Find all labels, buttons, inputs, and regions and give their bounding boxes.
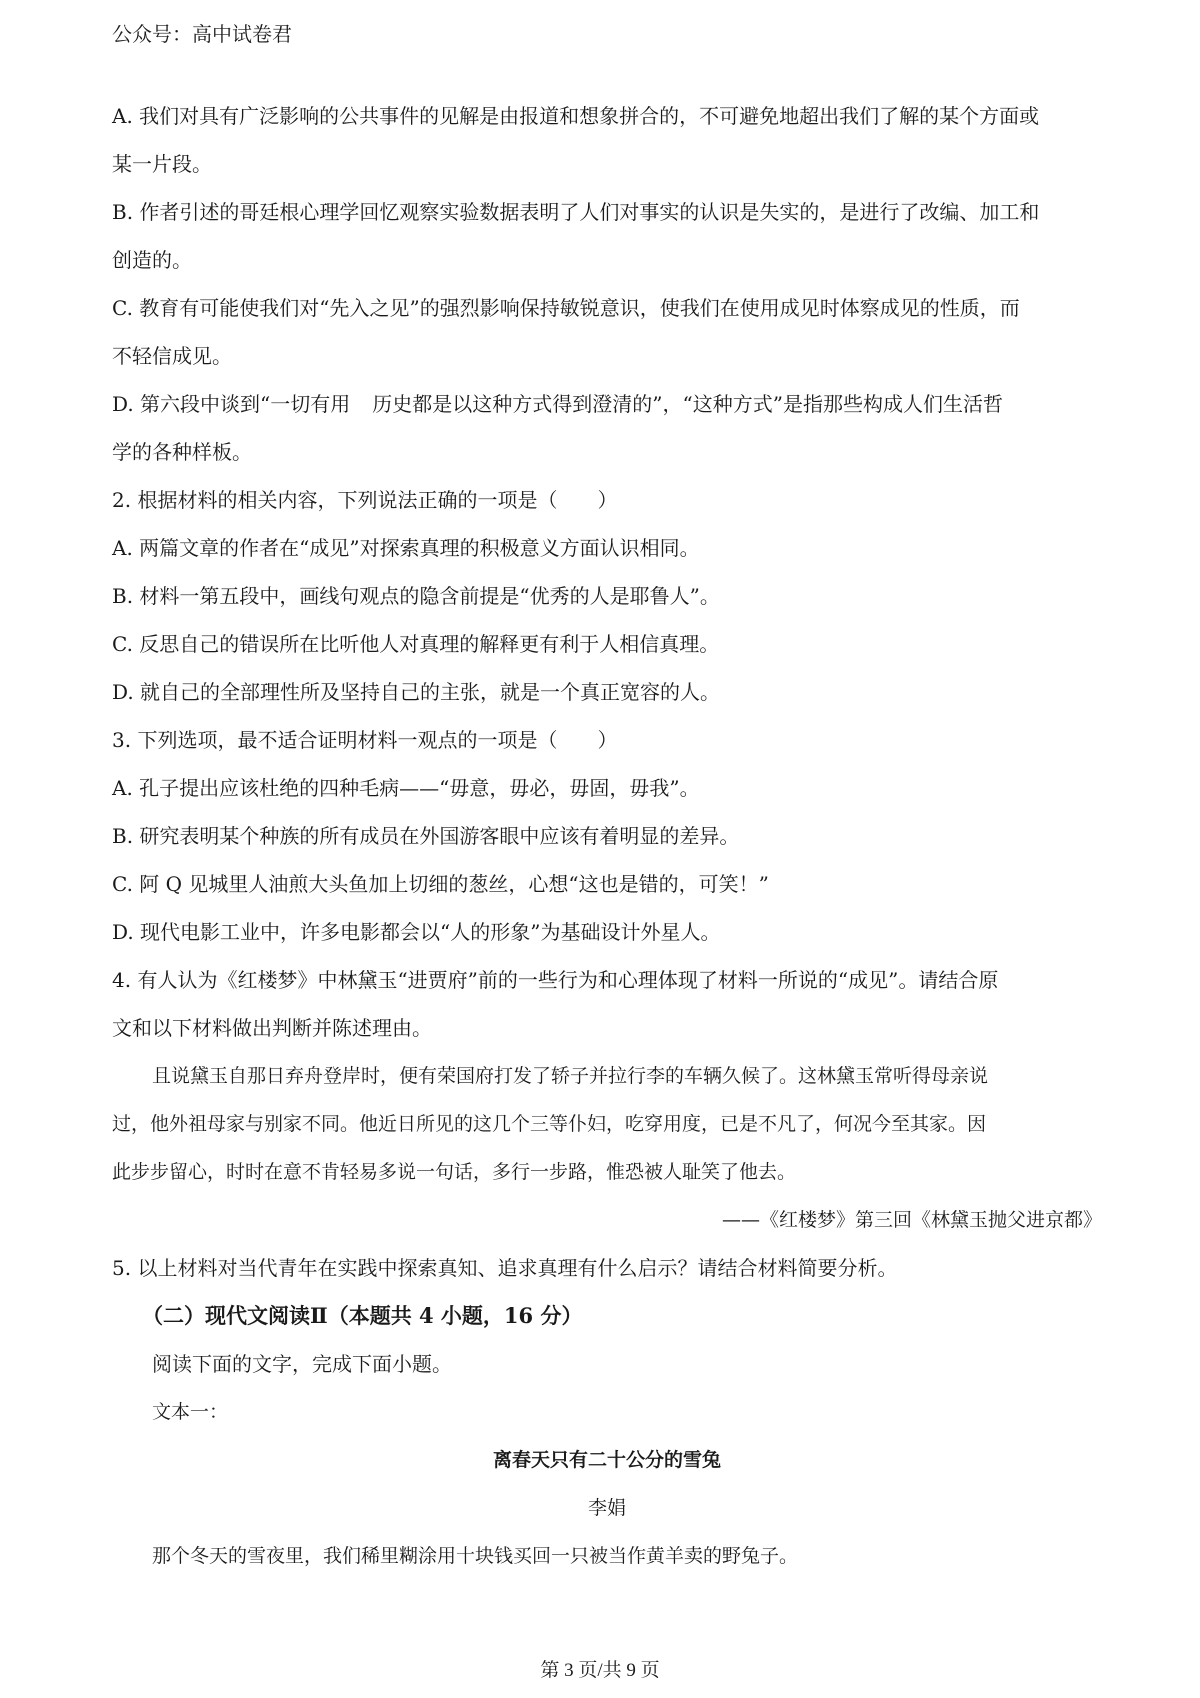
q1-option-d-line1	[112, 380, 1102, 428]
q2-option-b: B. 材料一第五段中，画线句观点的隐含前提是“优秀的人是耶鲁人”。	[112, 584, 720, 608]
q2-option-d: D. 就自己的全部理性所及坚持自己的主张，就是一个真正宽容的人。	[112, 680, 721, 704]
q2-option-a: A. 两篇文章的作者在“成见”对探索真理的积极意义方面认识相同。	[112, 536, 700, 560]
text-label: 文本一：	[152, 1401, 229, 1423]
section-instruction: 阅读下面的文字，完成下面小题。	[152, 1352, 452, 1376]
q1-option-a-line1: A. 我们对具有广泛影响的公共事件的见解是由报道和想象拼合的，不可避免地超出我们了解的某个方面或	[112, 104, 1040, 128]
q4-excerpt-line3: 此步步留心，时时在意不肯轻易多说一句话，多行一步路，惟恐被人耻笑了他去。	[112, 1161, 797, 1183]
q1-option-c-line2: 不轻信成见。	[112, 344, 232, 368]
q1-option-b-line1: B. 作者引述的哥廷根心理学回忆观察实验数据表明了人们对事实的认识是失实的，是进行了改编、加工和	[112, 200, 1040, 224]
page-content	[112, 92, 1102, 1580]
q2-option-c: C. 反思自己的错误所在比听他人对真理的解释更有利于人相信真理。	[112, 632, 720, 656]
q4-stem-line2: 文和以下材料做出判断并陈述理由。	[112, 1016, 432, 1040]
q3-option-b: B. 研究表明某个种族的所有成员在外国游客眼中应该有着明显的差异。	[112, 824, 740, 848]
article-author: 李娟	[587, 1497, 626, 1519]
article-first-line: 那个冬天的雪夜里，我们稀里糊涂用十块钱买回一只被当作黄羊卖的野兔子。	[152, 1545, 799, 1567]
page-header: 公众号：高中试卷君	[112, 22, 292, 46]
q2-stem: 2. 根据材料的相关内容，下列说法正确的一项是（ ）	[112, 488, 618, 512]
q3-option-a: A. 孔子提出应该杜绝的四种毛病——“毋意，毋必，毋固，毋我”。	[112, 776, 700, 800]
q3-option-c: C. 阿 Q 见城里人油煎大头鱼加上切细的葱丝，心想“这也是错的，可笑！”	[112, 872, 769, 896]
q1-option-d-end: 历史都是以这种方式得到澄清的”，“这种方式”是指那些构成人们生活哲	[372, 392, 1003, 416]
q5-stem: 5. 以上材料对当代青年在实践中探索真知、追求真理有什么启示？请结合材料简要分析。	[112, 1256, 898, 1280]
page-footer: 第 3 页/共 9 页	[540, 1660, 660, 1681]
q1-option-a-line2: 某一片段。	[112, 152, 212, 176]
q1-option-c-line1: C. 教育有可能使我们对“先入之见”的强烈影响保持敏锐意识，使我们在使用成见时体察成见的性质，而	[112, 296, 1020, 320]
q3-option-d: D. 现代电影工业中，许多电影都会以“人的形象”为基础设计外星人。	[112, 920, 721, 944]
section-heading: （二）现代文阅读Ⅱ（本题共 4 小题，16 分）	[142, 1303, 583, 1328]
article-title: 离春天只有二十公分的雪兔	[492, 1449, 721, 1471]
q4-excerpt-line2: 过，他外祖母家与别家不同。他近日所见的这几个三等仆妇，吃穿用度，已是不凡了，何况今至其家。因	[112, 1113, 987, 1135]
q1-option-d-start: D. 第六段中谈到“一切有用	[112, 392, 351, 416]
q3-stem: 3. 下列选项，最不适合证明材料一观点的一项是（ ）	[112, 728, 618, 752]
q1-option-b-line2: 创造的。	[112, 248, 192, 272]
q1-option-d-line2: 学的各种样板。	[112, 440, 252, 464]
q4-excerpt-line1: 且说黛玉自那日弃舟登岸时，便有荣国府打发了轿子并拉行李的车辆久候了。这林黛玉常听得母亲说	[152, 1065, 989, 1087]
q4-excerpt-source: ——《红楼梦》第三回《林黛玉抛父进京都》	[721, 1209, 1102, 1231]
q4-stem-line1: 4. 有人认为《红楼梦》中林黛玉“进贾府”前的一些行为和心理体现了材料一所说的“成见”。请结合原	[112, 968, 999, 992]
